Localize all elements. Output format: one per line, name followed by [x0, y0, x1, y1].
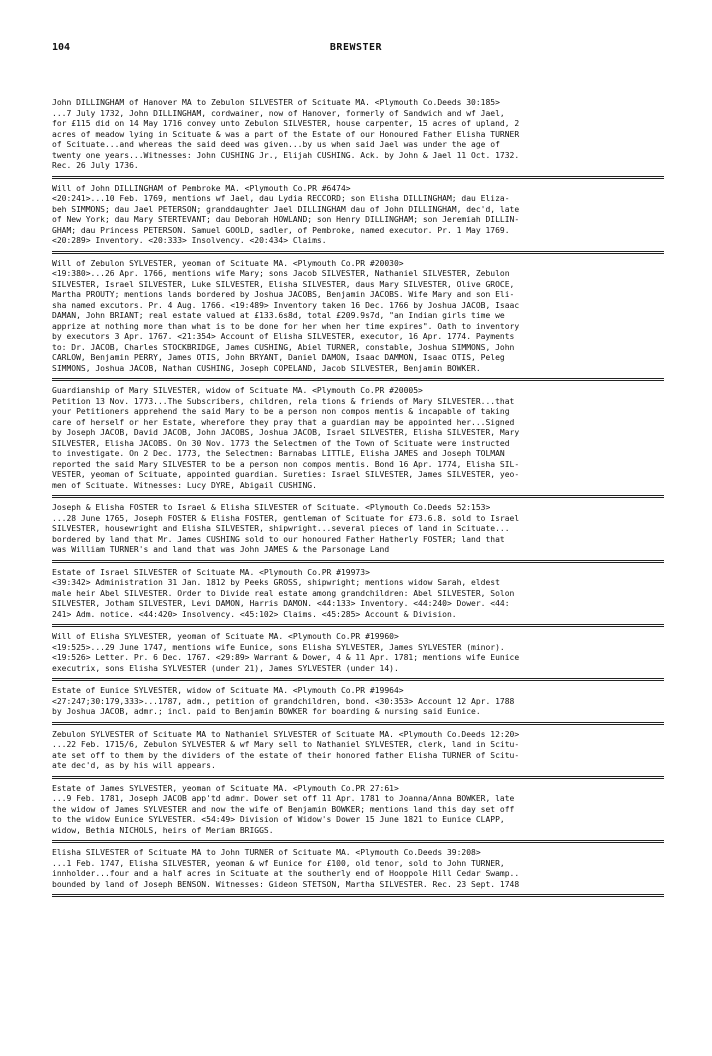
- page-number: 104: [52, 42, 71, 53]
- record-entry: Guardianship of Mary SILVESTER, widow of Scituate MA. <Plymouth Co.PR #20005> Petition 13 Nov. 1773...The Subscribers, children, rela tions & friends of Mary SILVESTER...that your Petitioners apprehend the said Mary to be a person non compos mentis & incapable of taking care of herself or her Estate, wherefore they pray that a guardian may be appointed her...Signed by Joseph JACOB, David JACOB, John JACOBS, Joshua JACOB, Israel SILVESTER, Elisha SILVESTER, Mary SILVESTER, Elisha JACOBS. On 30 Nov. 1773 the Selectmen of the Town of Scituate were instructed to investigate. On 2 Dec. 1773, the Selectmen: Barnabas LITTLE, Elisha JAMES and Joseph TOLMAN reported the said Mary SILVESTER to be a person non compos mentis. Bond 16 Apr. 1774, Elisha SIL- VESTER, yeoman of Scituate, appointed guardian. Sureties: Israel SILVESTER, James SILVESTER, yeo- men of Scituate. Witnesses: Lucy DYRE, Abigail CUSHING.: [52, 386, 664, 498]
- running-head: BREWSTER: [329, 42, 383, 53]
- record-entry: Will of Zebulon SYLVESTER, yeoman of Scituate MA. <Plymouth Co.PR #20030> <19:380>...26 Apr. 1766, mentions wife Mary; sons Jacob SILVESTER, Nathaniel SILVESTER, Zebulon SILVESTER, Israel SILVESTER, Luke SILVESTER, Elisha SILVESTER, daus Mary SILVESTER, Olive GROCE, Martha PROUTY; mentions lands bordered by Joshua JACOBS, Benjamin JACOBS. Wife Mary and son Eli- sha named excutors. Pr. 4 Aug. 1766. <19:489> Inventory taken 16 Dec. 1766 by Joshua JACOB, Isaac DAMAN, John BRIANT; real estate valued at £133.6s8d, total £209.9s7d, "an Indian girls time we apprize at nothing more than what is to be done for her when her time expires". Oath to inventory by executors 3 Apr. 1767. <21:354> Account of Elisha SILVESTER, executor, 16 Apr. 1774. Payments to: Dr. JACOB, Charles STOCKBRIDGE, James CUSHING, Abiel TURNER, constable, Joshua SIMMONS, John CARLOW, Benjamin PERRY, James OTIS, John BRYANT, Daniel DAMON, Isaac DAMMON, Isaac OTIS, Peleg SIMMONS, Joshua JACOB, Nathan CUSHING, Joseph COPELAND, Jacob SILVESTER, Benjamin BOWKER.: [52, 259, 664, 382]
- record-entry: Zebulon SYLVESTER of Scituate MA to Nathaniel SYLVESTER of Scituate MA. <Plymouth Co.Deeds 12:20> ...22 Feb. 1715/6, Zebulon SYLVESTER & wf Mary sell to Nathaniel SYLVESTER, clerk, land in Scitu- ate set off to them by the dividers of the estate of their honored father Elisha TURNER of Scitu- ate dec'd, as by his will appears.: [52, 730, 664, 779]
- record-entry: Will of Elisha SYLVESTER, yeoman of Scituate MA. <Plymouth Co.PR #19960> <19:525>...29 June 1747, mentions wife Eunice, sons Elisha SYLVESTER, James SYLVESTER (minor). <19:526> Letter. Pr. 6 Dec. 1767. <29:89> Warrant & Dower, 4 & 11 Apr. 1781; mentions wife Eunice executrix, sons Elisha SYLVESTER (under 21), James SYLVESTER (under 14).: [52, 632, 664, 681]
- record-entries: [52, 98, 664, 897]
- record-entry: Estate of Eunice SYLVESTER, widow of Scituate MA. <Plymouth Co.PR #19964> <27:247;30:179,333>...1787, adm., petition of grandchildren, bond. <30:353> Account 12 Apr. 1788 by Joshua JACOB, admr.; incl. paid to Benjamin BOWKER for boarding & nursing said Eunice.: [52, 686, 664, 725]
- record-entry: Joseph & Elisha FOSTER to Israel & Elisha SILVESTER of Scituate. <Plymouth Co.Deeds 52:153> ...28 June 1765, Joseph FOSTER & Elisha FOSTER, gentleman of Scituate for £73.6.8. sold to Israel SILVESTER, housewright and Elisha SILVESTER, shipwright...several pieces of land in Scituate... bordered by land that Mr. James CUSHING sold to our honoured Father Hatherly FOSTER; land that was William TURNER's and land that was John JAMES & the Parsonage Land: [52, 503, 664, 563]
- page-header: [52, 42, 660, 56]
- record-entry: Estate of Israel SILVESTER of Scituate MA. <Plymouth Co.PR #19973> <39:342> Administration 31 Jan. 1812 by Peeks GROSS, shipwright; mentions widow Sarah, eldest male heir Abel SILVESTER. Order to Divide real estate among grandchildren: Abel SILVESTER, Solon SILVESTER, Jotham SILVESTER, Levi DAMON, Harris DAMON. <44:133> Inventory. <44:240> Dower. <44: 241> Adm. notice. <44:420> Insolvency. <45:102> Claims. <45:285> Account & Division.: [52, 568, 664, 628]
- record-entry: Estate of James SYLVESTER, yeoman of Scituate MA. <Plymouth Co.PR 27:61> ...9 Feb. 1781, Joseph JACOB app'td admr. Dower set off 11 Apr. 1781 to Joanna/Anna BOWKER, late the widow of James SYLVESTER and now the wife of Benjamin BOWKER; mentions land this day set off to the widow Eunice SYLVESTER. <54:49> Division of Widow's Dower 15 June 1821 to Eunice CLAPP, widow, Bethia NICHOLS, heirs of Meriam BRIGGS.: [52, 784, 664, 844]
- record-entry: John DILLINGHAM of Hanover MA to Zebulon SILVESTER of Scituate MA. <Plymouth Co.Deeds 30:185> ...7 July 1732, John DILLINGHAM, cordwainer, now of Hanover, formerly of Sandwich and wf Jael, for £115 did on 14 May 1716 convey unto Zebulon SILVESTER, house carpenter, 15 acres of upland, 2 acres of meadow lying in Scituate & was a part of the Estate of our Honoured Father Elisha TURNER of Scituate...and whereas the said deed was given...by us when said Jael was under the age of twenty one years...Witnesses: John CUSHING Jr., Elijah CUSHING. Ack. by John & Jael 11 Oct. 1732. Rec. 26 July 1736.: [52, 98, 664, 179]
- record-entry: Elisha SILVESTER of Scituate MA to John TURNER of Scituate MA. <Plymouth Co.Deeds 39:208> ...1 Feb. 1747, Elisha SILVESTER, yeoman & wf Eunice for £100, old tenor, sold to John TURNER, innholder...four and a half acres in Scituate at the southerly end of Hooppole Hill Cedar Swamp.. bounded by land of Joseph BENSON. Witnesses: Gideon STETSON, Martha SILVESTER. Rec. 23 Sept. 1748: [52, 848, 664, 897]
- record-entry: Will of John DILLINGHAM of Pembroke MA. <Plymouth Co.PR #6474> <20:241>...10 Feb. 1769, mentions wf Jael, dau Lydia RECCORD; son Elisha DILLINGHAM; dau Eliza- beh SIMMONS; dau Jael PETERSON; granddaughter Jael DILLINGHAM dau of John DILLINGHAM, dec'd, late of New York; dau Mary STERTEVANT; dau Deborah HOWLAND; son Henry DILLINGHAM; son Jeremiah DILLIN- GHAM; dau Princess PETERSON. Samuel GOOLD, sadler, of Pembroke, named executor. Pr. 1 May 1769. <20:289> Inventory. <20:333> Insolvency. <20:434> Claims.: [52, 184, 664, 254]
